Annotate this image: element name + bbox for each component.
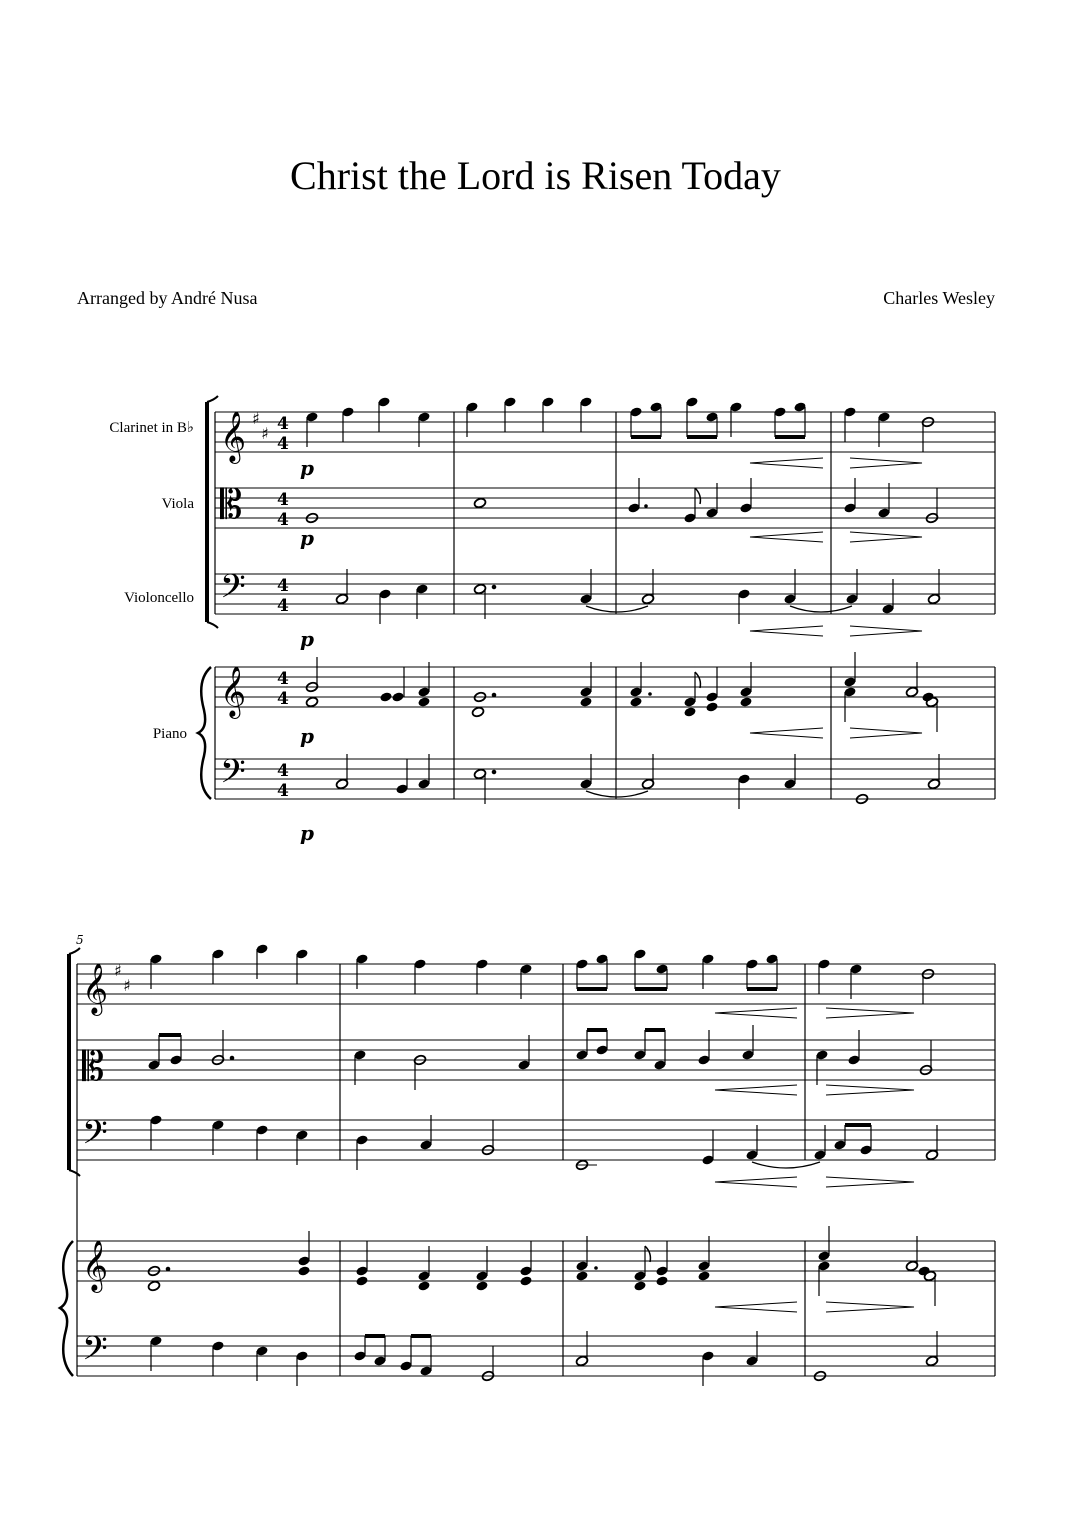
instrument-name-clarinet: Clarinet in B♭ — [109, 420, 194, 436]
svg-text:𝄞: 𝄞 — [220, 666, 247, 717]
svg-text:𝄞: 𝄞 — [82, 963, 109, 1014]
svg-text:4: 4 — [277, 414, 289, 434]
instrument-name-cello: Violoncello — [124, 590, 194, 606]
staff-lines-system-2 — [77, 964, 995, 1376]
composer-credit: Charles Wesley — [883, 288, 995, 308]
svg-text:p: p — [300, 821, 314, 845]
svg-text:4: 4 — [277, 781, 289, 801]
svg-text:4: 4 — [277, 510, 289, 530]
svg-text:4: 4 — [277, 434, 289, 454]
staff-lines-system-1 — [215, 412, 995, 799]
svg-text:♯: ♯ — [114, 961, 122, 980]
instrument-name-piano: Piano — [152, 726, 187, 742]
svg-text:p: p — [300, 456, 314, 480]
system-2 — [60, 933, 995, 1386]
svg-text:p: p — [300, 627, 314, 651]
svg-text:p: p — [300, 526, 314, 550]
svg-text:𝄞: 𝄞 — [220, 411, 247, 462]
svg-text:𝄡: 𝄡 — [220, 482, 243, 528]
arranger-credit: Arranged by André Nusa — [77, 288, 258, 308]
svg-text:𝄢: 𝄢 — [220, 568, 246, 614]
svg-text:♯: ♯ — [252, 409, 260, 428]
system-1 — [198, 396, 995, 845]
svg-text:♯: ♯ — [123, 976, 131, 995]
svg-text:4: 4 — [277, 761, 289, 781]
svg-text:𝄢: 𝄢 — [220, 753, 246, 799]
svg-text:4: 4 — [277, 689, 289, 709]
svg-text:𝄢: 𝄢 — [82, 1114, 108, 1160]
svg-text:4: 4 — [277, 669, 289, 689]
svg-text:♯: ♯ — [261, 424, 269, 443]
barlines-system-1 — [215, 412, 995, 799]
svg-text:p: p — [300, 724, 314, 748]
svg-text:4: 4 — [277, 490, 289, 510]
svg-text:4: 4 — [277, 576, 289, 596]
score-title: Christ the Lord is Risen Today — [290, 153, 781, 198]
clarinet-notes-1 — [305, 396, 890, 422]
svg-text:𝄢: 𝄢 — [82, 1330, 108, 1376]
measure-number: 5 — [76, 933, 84, 947]
svg-text:𝄡: 𝄡 — [82, 1044, 105, 1090]
svg-text:𝄞: 𝄞 — [82, 1240, 109, 1291]
instrument-name-viola: Viola — [161, 496, 194, 512]
barlines-system-2 — [77, 964, 995, 1376]
svg-text:4: 4 — [277, 596, 289, 616]
